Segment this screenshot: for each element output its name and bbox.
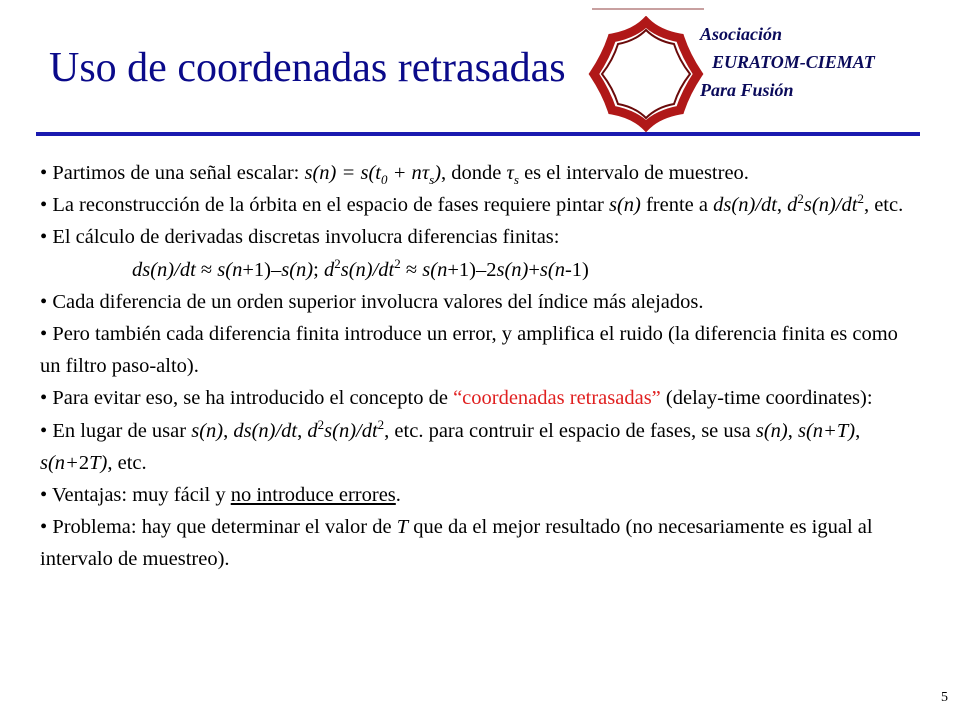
text: , — [776, 194, 788, 217]
formula-text: d — [323, 258, 335, 281]
formula-text: s(n)/dt — [340, 258, 395, 281]
formula-text: ≈ — [195, 258, 218, 281]
logo-top-line — [592, 8, 704, 10]
subscript: s — [429, 172, 435, 188]
text: , donde — [441, 162, 507, 184]
formula-text: s(n+T) — [798, 419, 856, 442]
formula-text: s(n) — [755, 419, 788, 442]
slide-title: Uso de coordenadas retrasadas — [49, 45, 566, 91]
subscript: s — [513, 172, 519, 188]
underlined-text: no introduce errores — [230, 484, 396, 507]
superscript: 2 — [797, 191, 804, 207]
euratom-ciemat-logo-icon — [588, 16, 704, 132]
bullet-dot: • — [40, 419, 48, 442]
text: Para evitar eso, se ha introducido el concepto de — [52, 387, 454, 410]
formula-text: + — [528, 258, 540, 281]
bullet-dot: • — [40, 290, 48, 313]
superscript: 2 — [334, 255, 341, 271]
formula-text: +1)– — [242, 258, 282, 281]
formula-text: s(n)/dt — [324, 419, 378, 442]
slide-body — [40, 157, 920, 576]
text: La reconstrucción de la órbita en el espacio de fases requiere pintar — [52, 194, 609, 217]
formula-text: s(n) — [281, 258, 314, 281]
formula-text: d — [307, 419, 318, 442]
text: , — [223, 419, 234, 442]
text: Partimos de una señal escalar: — [52, 162, 305, 184]
text: , — [855, 419, 861, 442]
formula-text: 2 — [78, 451, 90, 474]
page-number: 5 — [941, 690, 948, 705]
bullet-orbit-reconstruction — [40, 189, 920, 221]
org-line-2: EURATOM-CIEMAT — [712, 52, 875, 72]
bullet-dot: • — [40, 194, 48, 217]
formula-text: s(n) — [191, 419, 224, 442]
formula-text: s(n) — [496, 258, 529, 281]
highlighted-term: “coordenadas retrasadas” — [453, 387, 661, 410]
bullet-noise-amplification — [40, 318, 920, 382]
org-line-1: Asociación — [700, 24, 783, 44]
bullet-advantages — [40, 479, 920, 511]
bullet-delay-coordinates — [40, 382, 920, 414]
bullet-discrete-derivatives — [40, 221, 920, 253]
formula-text: ) — [434, 162, 442, 184]
text: , etc. para contruir el espacio de fases, se usa — [384, 419, 756, 442]
formula-text: s(n) = s(t — [304, 162, 381, 184]
formula-text: ds(n)/dt — [233, 419, 298, 442]
formula-text: s(n+ — [40, 451, 79, 474]
organization-name — [700, 20, 875, 104]
text: (delay-time coordinates): — [660, 387, 873, 410]
text: , — [787, 419, 798, 442]
text: Cada diferencia de un orden superior involucra valores del índice más alejados. — [52, 290, 704, 313]
formula-text: ≈ — [400, 258, 423, 281]
bullet-dot: • — [40, 387, 48, 410]
superscript: 2 — [857, 191, 864, 207]
text: que da el mejor resultado (no necesariamente es igual al intervalo de muestreo). — [40, 516, 873, 571]
title-underline — [36, 132, 920, 136]
bullet-scalar-signal — [40, 157, 920, 189]
formula-text: d — [787, 194, 798, 217]
text: Pero también cada diferencia finita introduce un error, y amplifica el ruido (la diferencia finita es como un filtro paso-alto). — [40, 323, 898, 378]
text: . — [395, 484, 401, 507]
bullet-dot: • — [40, 323, 48, 346]
bullet-dot: • — [40, 226, 48, 249]
superscript: 2 — [377, 416, 385, 432]
formula-text: ds(n)/dt — [132, 258, 196, 281]
bullet-dot: • — [40, 162, 48, 184]
text: es el intervalo de muestreo. — [518, 162, 749, 184]
formula-text: +1)–2 — [447, 258, 497, 281]
bullet-problem — [40, 511, 920, 575]
formula-text: s(n — [217, 258, 243, 281]
formula-text: + n — [387, 162, 422, 184]
text: , etc. — [863, 194, 904, 217]
text: frente a — [640, 194, 714, 217]
text: En lugar de usar — [52, 419, 192, 442]
formula-text: T — [396, 516, 409, 539]
bullet-higher-order — [40, 286, 920, 318]
text: , etc. — [107, 451, 147, 474]
tau-symbol: τ — [421, 162, 430, 184]
bullet-dot: • — [40, 516, 48, 539]
text: Ventajas: muy fácil y — [51, 484, 231, 507]
formula-text: T) — [89, 451, 108, 474]
bullet-dot: • — [40, 484, 48, 507]
superscript: 2 — [394, 255, 401, 271]
formula-text: s(n — [422, 258, 448, 281]
tau-symbol: τ — [506, 162, 514, 184]
formula-text: -1) — [564, 258, 589, 281]
superscript: 2 — [317, 416, 325, 432]
text: , — [297, 419, 308, 442]
subscript: 0 — [380, 172, 388, 188]
text: El cálculo de derivadas discretas involucra diferencias finitas: — [52, 226, 560, 249]
org-line-3: Para Fusión — [700, 80, 794, 100]
text: Problema: hay que determinar el valor de — [52, 516, 397, 539]
bullet-instead-of — [40, 415, 920, 479]
formula-text: s(n) — [608, 194, 641, 217]
formula-text: ; — [313, 258, 324, 281]
formula-text: s(n — [539, 258, 565, 281]
finite-difference-formula — [40, 254, 920, 286]
formula-text: ds(n)/dt — [713, 194, 777, 217]
formula-text: s(n)/dt — [803, 194, 858, 217]
